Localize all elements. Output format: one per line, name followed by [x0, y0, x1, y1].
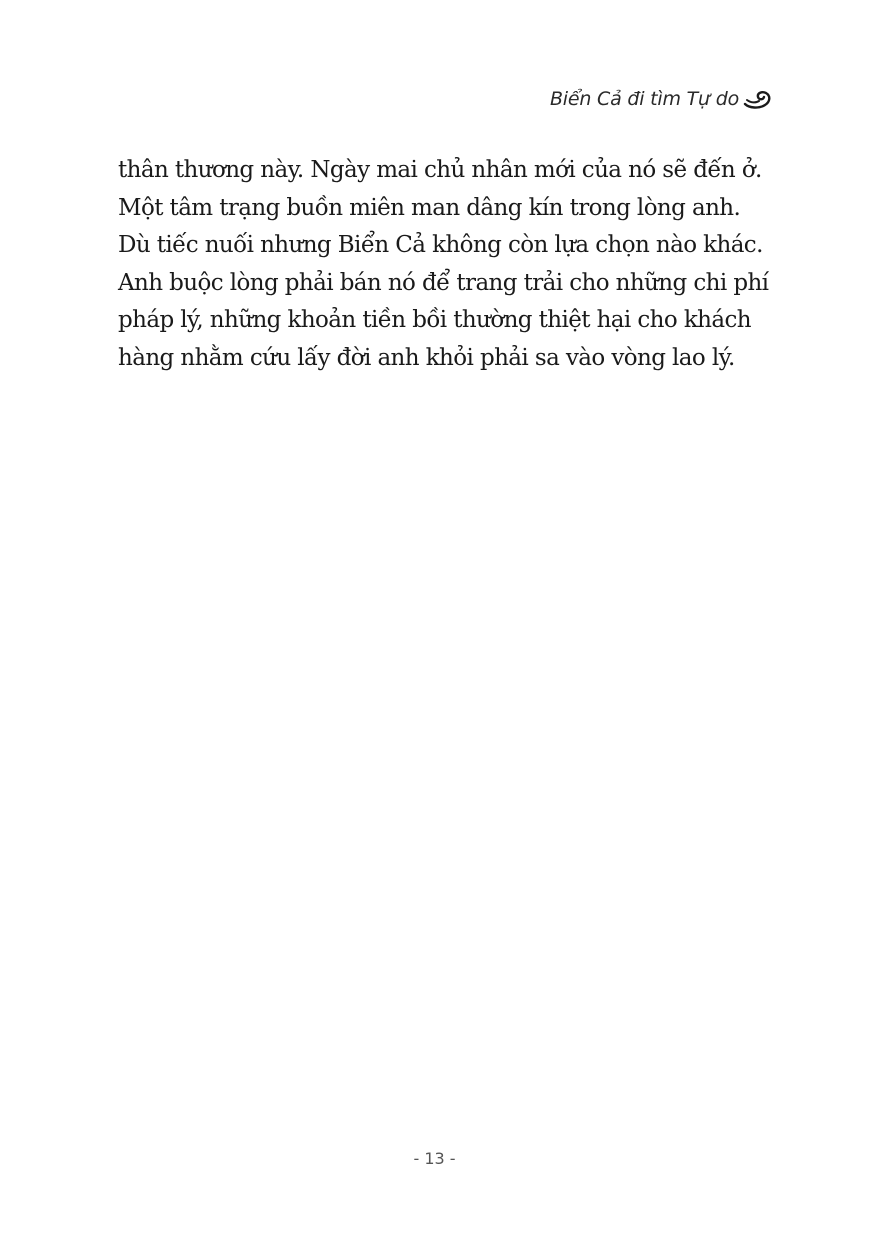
paragraph-line: Một tâm trạng buồn miên man dâng kín trong lòng anh.	[118, 194, 741, 221]
paragraph-line: hàng nhằm cứu lấy đời anh khỏi phải sa vào vòng lao lý.	[118, 344, 735, 371]
body-paragraph	[118, 152, 778, 378]
paragraph-line: Anh buộc lòng phải bán nó để trang trải cho những chi phí	[118, 269, 769, 296]
paragraph-line: thân thương này. Ngày mai chủ nhân mới của nó sẽ đến ở.	[118, 157, 762, 183]
wave-swirl-icon	[743, 88, 773, 110]
paragraph-line: Dù tiếc nuối nhưng Biển Cả không còn lựa chọn nào khác.	[118, 232, 763, 259]
page-number: - 13 -	[413, 1149, 456, 1168]
paragraph-line: pháp lý, những khoản tiền bồi thường thiệt hại cho khách	[118, 307, 751, 334]
running-title: Biển Cả đi tìm Tự do	[549, 88, 739, 110]
running-header	[550, 88, 773, 110]
